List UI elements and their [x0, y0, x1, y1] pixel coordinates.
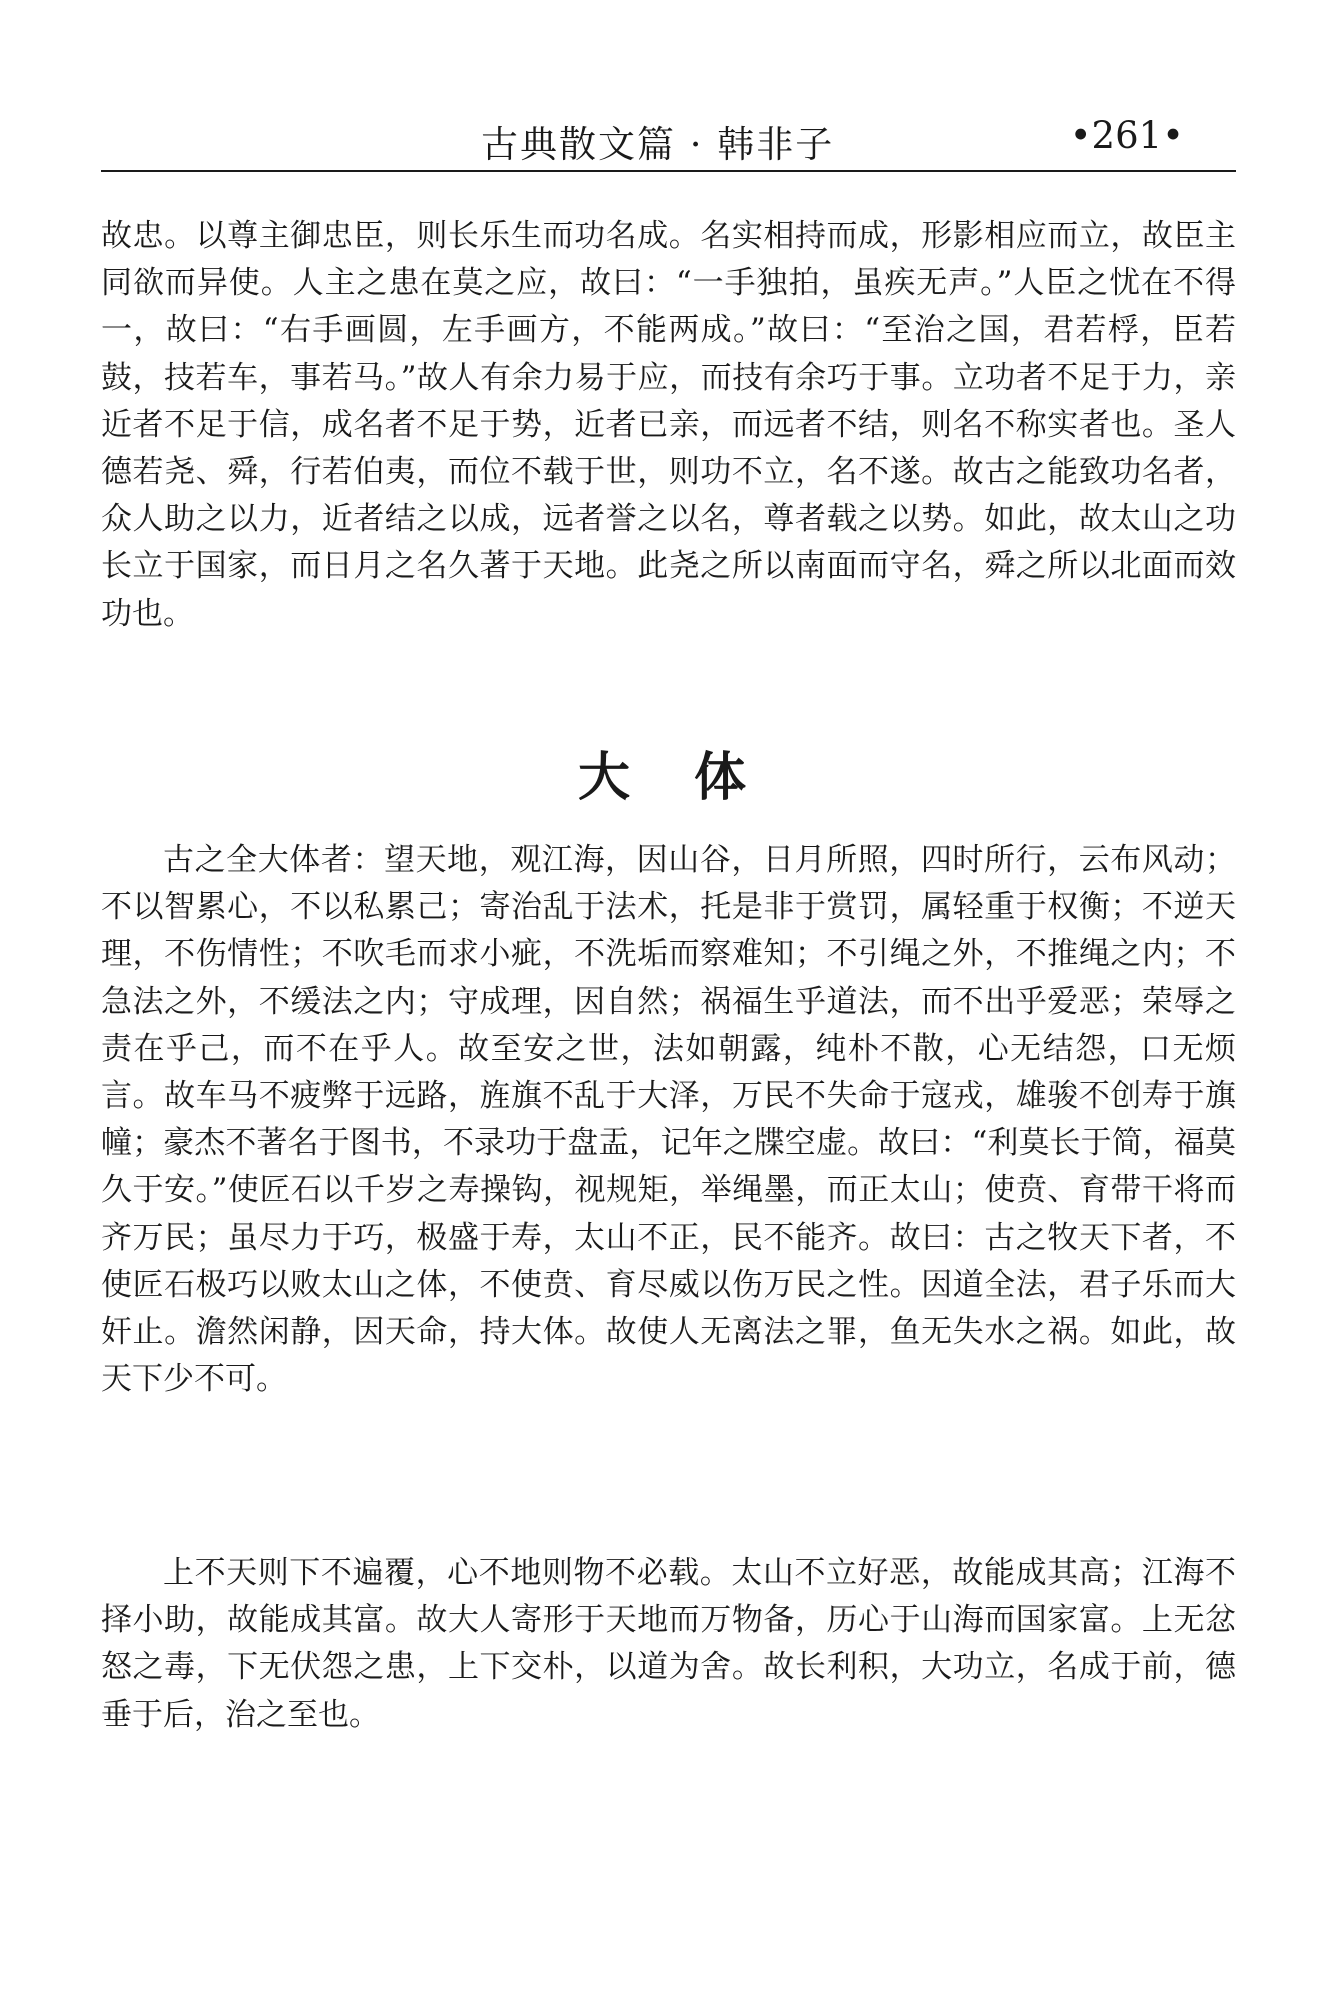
header-rule — [101, 170, 1236, 172]
body-paragraph: 古之全大体者：望天地，观江海，因山谷，日月所照，四时所行，云布风动；不以智累心，不以私累己；寄治乱于法术，托是非于赏罚，属轻重于权衡；不逆天理，不伤情性；不吹毛而求小疵，不洗垢而察难知；不引绳之外，不推绳之内；不急法之外，不缓法之内；守成理，因自然；祸福生乎道法，而不出乎爱恶；荣辱之责在乎己，而不在乎人。故至安之世，法如朝露，纯朴不散，心无结怨，口无烦言。故车马不疲弊于远路，旌旗不乱于大泽，万民不失命于寇戎，雄骏不创寿于旗幢；豪杰不著名于图书，不录功于盘盂，记年之牒空虚。故曰：“利莫长于简，福莫久于安。”使匠石以千岁之寿操钩，视规矩，举绳墨，而正太山；使贲、育带干将而齐万民；虽尽力于巧，极盛于寿，太山不正，民不能齐。故曰：古之牧天下者，不使匠石极巧以败太山之体，不使贲、育尽威以伤万民之性。因道全法，君子乐而大奸止。澹然闲静，因天命，持大体。故使人无离法之罪，鱼无失水之祸。如此，故天下少不可。 — [101, 842, 1236, 1398]
body-paragraph: 上不天则下不遍覆，心不地则物不必载。太山不立好恶，故能成其高；江海不择小助，故能成其富。故大人寄形于天地而万物备，历心于山海而国家富。上无忿怒之毒，下无伏怨之患，上下交朴，以道为舍。故长利积，大功立，名成于前，德垂于后，治之至也。 — [101, 1555, 1236, 1733]
page-number: •261• — [1069, 114, 1184, 157]
section-title: 大体 — [577, 748, 810, 808]
continued-paragraph: 故忠。以尊主御忠臣，则长乐生而功名成。名实相持而成，形影相应而立，故臣主同欲而异使。人主之患在莫之应，故曰：“一手独拍，虽疾无声。”人臣之忧在不得一，故曰：“右手画圆，左手画方，不能两成。”故曰：“至治之国，君若桴，臣若鼓，技若车，事若马。”故人有余力易于应，而技有余巧于事。立功者不足于力，亲近者不足于信，成名者不足于势，近者已亲，而远者不结，则名不称实者也。圣人德若尧、舜，行若伯夷，而位不载于世，则功不立，名不遂。故古之能致功名者，众人助之以力，近者结之以成，远者誉之以名，尊者载之以势。如此，故太山之功长立于国家，而日月之名久著于天地。此尧之所以南面而守名，舜之所以北面而效功也。 — [101, 218, 1236, 632]
page-header — [101, 108, 1236, 168]
running-title: 古典散文篇 · 韩非子 — [481, 123, 835, 166]
